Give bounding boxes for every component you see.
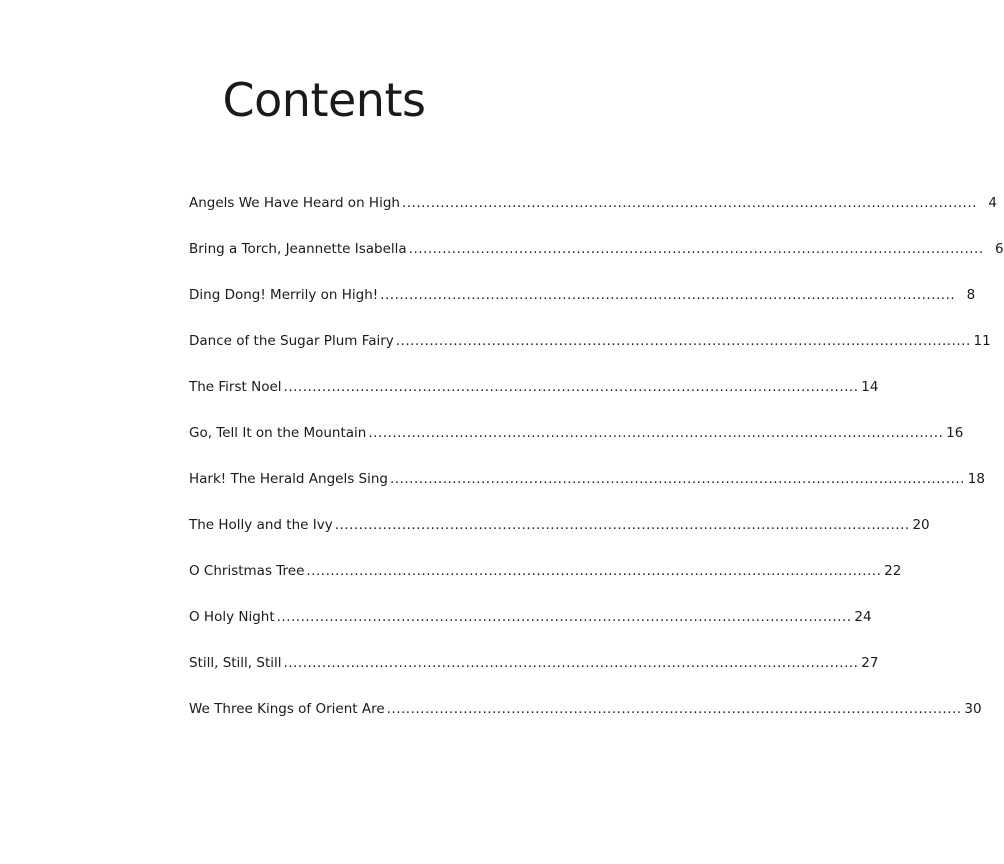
toc-entry-title: Still, Still, Still (189, 655, 282, 671)
toc-entry[interactable] (189, 515, 930, 561)
toc-entry-title: Ding Dong! Merrily on High! (189, 287, 379, 303)
dot-leader: ........................................................................................................................ (408, 241, 984, 257)
toc-entry-page: 24 (854, 609, 872, 625)
page-title: Contents (222, 73, 426, 127)
toc-entry-page: 4 (988, 195, 997, 211)
toc-entry[interactable] (189, 377, 879, 423)
dot-leader: ........................................................................................................................ (395, 333, 971, 349)
toc-entry-page: 14 (861, 379, 879, 395)
toc-entry-page: 18 (967, 471, 985, 487)
toc-entry-title: The First Noel (189, 379, 282, 395)
dot-leader: ........................................................................................................................ (380, 287, 956, 303)
dot-leader: ........................................................................................................................ (389, 471, 965, 487)
dot-leader: ........................................................................................................................ (306, 563, 882, 579)
toc-entry[interactable] (189, 285, 976, 331)
toc-entry-page: 20 (912, 517, 930, 533)
toc-entry-title: Angels We Have Heard on High (189, 195, 400, 211)
dot-leader: ........................................................................................................................ (401, 195, 977, 211)
toc-entry-title: Go, Tell It on the Mountain (189, 425, 367, 441)
toc-entry-title: Dance of the Sugar Plum Fairy (189, 333, 394, 349)
toc-entry[interactable] (189, 561, 902, 607)
toc-entry[interactable] (189, 423, 964, 469)
toc-entry[interactable] (189, 469, 985, 515)
toc-entry-title: O Holy Night (189, 609, 275, 625)
dot-leader: ........................................................................................................................ (368, 425, 944, 441)
toc-entry[interactable] (189, 607, 872, 653)
toc-entry-page: 8 (966, 287, 976, 303)
toc-entry-title: We Three Kings of Orient Are (189, 701, 385, 717)
toc-entry-page: 22 (884, 563, 902, 579)
toc-entry-page: 27 (861, 655, 879, 671)
toc-entry-page: 11 (973, 333, 991, 349)
toc-entry-title: Hark! The Herald Angels Sing (189, 471, 388, 487)
toc-entry-page: 30 (964, 701, 982, 717)
dot-leader: ........................................................................................................................ (276, 609, 852, 625)
toc-entry-title: The Holly and the Ivy (189, 517, 333, 533)
toc-entry[interactable] (189, 193, 997, 239)
toc-entry[interactable] (189, 239, 1004, 285)
dot-leader: ........................................................................................................................ (334, 517, 910, 533)
table-of-contents (189, 193, 1004, 745)
toc-entry-title: Bring a Torch, Jeannette Isabella (189, 241, 407, 257)
toc-entry[interactable] (189, 331, 991, 377)
dot-leader: ........................................................................................................................ (283, 655, 859, 671)
dot-leader: ........................................................................................................................ (386, 701, 962, 717)
toc-entry-page: 16 (946, 425, 964, 441)
dot-leader: ........................................................................................................................ (283, 379, 859, 395)
toc-entry[interactable] (189, 653, 879, 699)
toc-entry-title: O Christmas Tree (189, 563, 305, 579)
toc-entry-page: 6 (995, 241, 1004, 257)
toc-entry[interactable] (189, 699, 982, 745)
